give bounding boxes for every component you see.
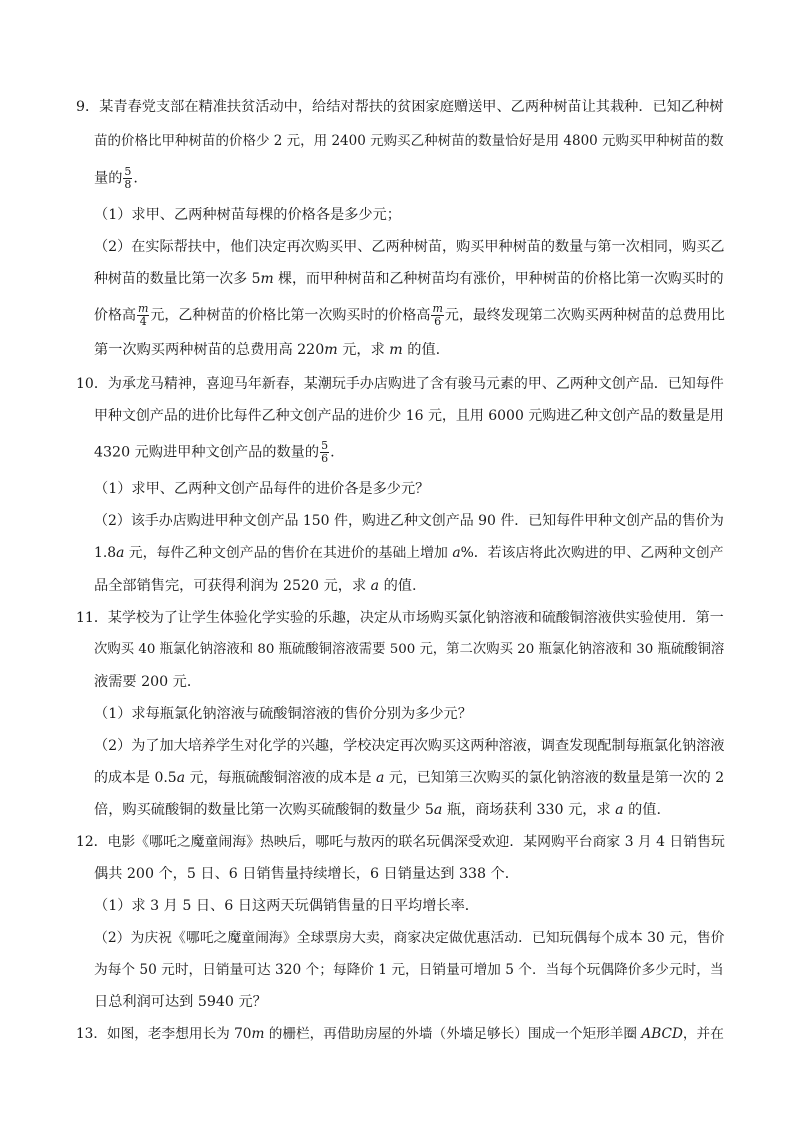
q11-part-2-line-2: 的成本是 0.5a 元，每瓶硫酸铜溶液的成本是 a 元，已知第三次购买的氯化钠溶液的数量是第一次的 2 [94,770,725,786]
q10-line-2: 甲种文创产品的进价比每件乙种文创产品的进价少 16 元，且用 6000 元购进乙种文创产品的数量是用 [94,408,724,424]
q12-part-2-line-1: （2）为庆祝《哪吒之魔童闹海》全球票房大卖，商家决定做优惠活动．已知玩偶每个成本 30 元，售价 [94,930,725,946]
q11-line-1: 11．某学校为了让学生体验化学实验的乐趣，决定从市场购买氯化钠溶液和硫酸铜溶液供实验使用．第一 [76,610,724,626]
q9-part-2-line-3: 价格高 $\frac{m}{4}$ 元，乙种树苗的价格比第一次购买时的价格高 $\frac{m}{6}$ 元，最终发现第二次购买两种树苗的总费用比 [94,302,725,328]
q12-part-2-line-3: 日总利润可达到 5940 元？ [94,994,267,1010]
q11-part-2-line-3: 倍，购买硫酸铜的数量比第一次购买硫酸铜的数量少 5a 瓶，商场获利 330 元，求 a 的值. [94,802,662,818]
q10-part-2-line-3: 品全部销售完，可获得利润为 2520 元，求 a 的值. [94,578,417,594]
q10-part-2-line-2: 1.8a 元，每件乙种文创产品的售价在其进价的基础上增加 a%．若该店将此次购进的甲、乙两种文创产 [94,545,724,561]
q12-line-2: 偶共 200 个，5 日、6 日销售量持续增长，6 日销量达到 338 个． [94,866,519,882]
q9-part-1: （1）求甲、乙两种树苗每棵的价格各是多少元； [94,207,401,223]
q9-line-2: 苗的价格比甲种树苗的价格少 2 元，用 2400 元购买乙种树苗的数量恰好是用 4800 元购买甲种树苗的数 [94,133,724,149]
q11-part-2-line-1: （2）为了加大培养学生对化学的兴趣，学校决定再次购买这两种溶液，调查发现配制每瓶氯化钠溶液 [94,738,725,754]
q9-line-3: 量的 $\frac{5}{8}$ . [94,165,138,191]
fraction: $\frac{m}{6}$ [432,302,443,328]
q10-line-1: 10．为承龙马精神，喜迎马年新春，某潮玩手办店购进了含有骏马元素的甲、乙两种文创产品．已知每件 [76,376,724,392]
q9-part-2-line-2: 种树苗的数量比第一次多 5m 棵，而甲种树苗和乙种树苗均有涨价，甲种树苗的价格比第一次购买时的 [94,271,724,287]
q11-line-2: 次购买 40 瓶氯化钠溶液和 80 瓶硫酸铜溶液需要 500 元，第二次购买 20 瓶氯化钠溶液和 30 瓶硫酸铜溶 [94,642,725,657]
q13-line-1: 13．如图，老李想用长为 70m 的栅栏，再借助房屋的外墙（外墙足够长）围成一个矩形羊圈 ABCD，并在 [76,1026,724,1042]
q9-line-3-text: 量的 [94,170,123,187]
fraction: $\frac{m}{4}$ [138,302,149,328]
q10-line-3: 4320 元购进甲种文创产品的数量的 $\frac{5}{6}$ . [94,439,335,465]
q11-part-1: （1）求每瓶氯化钠溶液与硫酸铜溶液的售价分别为多少元？ [94,706,472,722]
q12-part-2-line-2: 为每个 50 元时，日销量可达 320 个；每降价 1 元，日销量可增加 5 个．当每个玩偶降价多少元时，当 [94,962,724,978]
fraction: $\frac{5}{8}$ [124,165,132,191]
q10-part-1: （1）求甲、乙两种文创产品每件的进价各是多少元？ [94,481,430,497]
q9-line-1: 9．某青春党支部在精准扶贫活动中，给结对帮扶的贫困家庭赠送甲、乙两种树苗让其栽种．已知乙种树 [76,99,724,115]
q12-part-1: （1）求 3 月 5 日、6 日这两天玩偶销售量的日平均增长率． [94,898,479,914]
q11-line-3: 液需要 200 元． [94,674,202,690]
q9-part-2-line-1: （2）在实际帮扶中，他们决定再次购买甲、乙两种树苗，购买甲种树苗的数量与第一次相同，购买乙 [94,239,725,255]
fraction: $\frac{5}{6}$ [321,439,329,465]
q9-part-2-line-4: 第一次购买两种树苗的总费用高 220m 元，求 m 的值. [94,342,441,358]
q10-part-2-line-1: （2）该手办店购进甲种文创产品 150 件，购进乙种文创产品 90 件．已知每件甲种文创产品的售价为 [94,513,724,529]
q12-line-1: 12．电影《哪吒之魔童闹海》热映后，哪吒与敖丙的联名玩偶深受欢迎．某网购平台商家 3 月 4 日销售玩 [76,834,725,850]
